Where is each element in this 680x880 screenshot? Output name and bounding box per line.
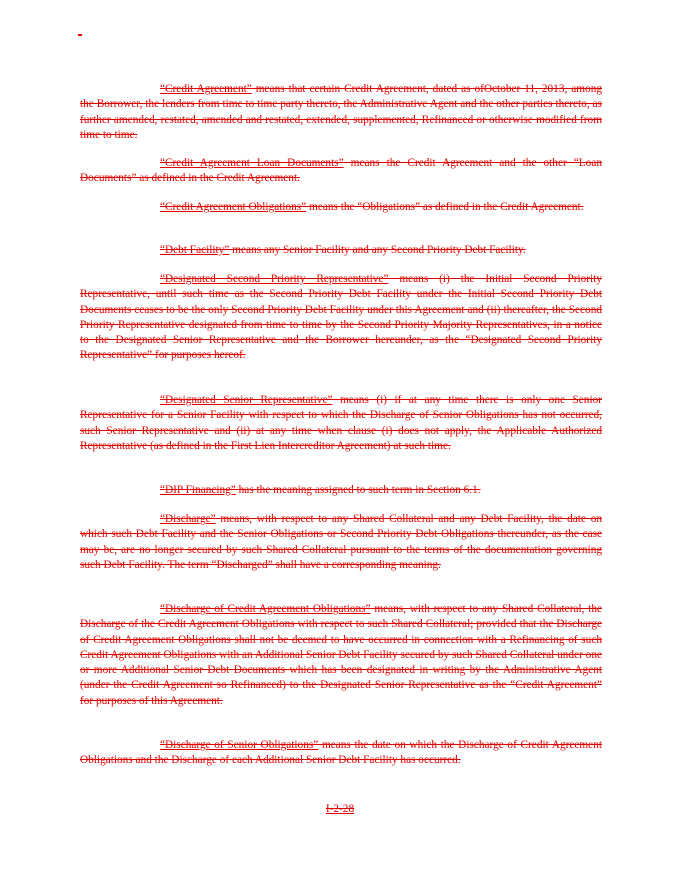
definition-body: means the Credit Agreement and the other “Loan Documents” as defined in the Credit Agreement.	[80, 157, 602, 185]
defined-term: “Designated Second Priority Representative”	[160, 273, 389, 285]
definition-debt-facility	[80, 243, 602, 258]
definition-designated-second-priority-representative	[80, 272, 602, 364]
defined-term: “Designated Senior Representative”	[160, 394, 333, 406]
page-number: I-2-28	[325, 803, 355, 815]
defined-term: “Discharge of Senior Obligations”	[160, 739, 319, 751]
definition-dip-financing	[80, 483, 602, 498]
definition-credit-agreement-obligations	[80, 200, 602, 215]
defined-term: “Credit Agreement”	[160, 83, 252, 95]
definition-body: has the meaning assigned to such term in Section 6.1.	[235, 484, 481, 496]
defined-term: “Credit Agreement Loan Documents”	[160, 157, 344, 169]
defined-term: “Credit Agreement Obligations”	[160, 201, 307, 213]
definition-body: means the “Obligations” as defined in the Credit Agreement.	[306, 201, 584, 213]
defined-term: “DIP Financing”	[160, 484, 236, 496]
definition-discharge	[80, 512, 602, 573]
definition-discharge-of-senior-obligations	[80, 738, 602, 769]
defined-term: “Debt Facility”	[160, 244, 230, 256]
deletion-marker	[78, 34, 82, 36]
definition-body: means (i) the Initial Second Priority Representative, until such time as the Second Priority Debt Facility under the Initial Second Priority Debt Documents ceases to be the only Second Priority Debt Facility under this Agreement and (ii) thereafter, the Second Priority Representative designated from time to time by the Second Priority Majority Representatives, in a notice to the Designated Senior Representative and the Borrower hereunder, as the “Designated Second Priority Representative” for purposes hereof.	[80, 273, 602, 362]
definition-credit-agreement-loan-documents	[80, 156, 602, 187]
definition-body: means the date on which the Discharge of Credit Agreement Obligations and the Discharge of each Additional Senior Debt Facility has occurred.	[80, 739, 602, 767]
definition-body: means that certain Credit Agreement, dated as ofOctober 11, 2013, among the Borrower, the lenders from time to time party thereto, the Administrative Agent and the other parties thereto, as further amended, restated, amended and restated, extended, supplemented, Refinanced or otherwise modified from time to time.	[80, 83, 602, 141]
definition-body: means, with respect to any Shared Collateral and any Debt Facility, the date on which such Debt Facility and the Senior Obligations or Second Priority Debt Obligations thereunder, as the case may be, are no longer secured by such Shared Collateral pursuant to the terms of the documentation governing such Debt Facility. The term “Discharged” shall have a corresponding meaning.	[80, 513, 602, 571]
definition-discharge-of-credit-agreement-obligations	[80, 602, 602, 709]
definition-body: means (i) if at any time there is only one Senior Representative for a Senior Facility with respect to which the Discharge of Senior Obligations has not occurred, such Senior Representative and (ii) at any time when clause (i) does not apply, the Applicable Authorized Representative (as defined in the First Lien Intercreditor Agreement) at such time.	[80, 394, 602, 452]
definition-body: means any Senior Facility and any Second Priority Debt Facility.	[229, 244, 526, 256]
definition-body: means, with respect to any Shared Collateral, the Discharge of the Credit Agreement Obligations with respect to such Shared Collateral; provided that the Discharge of Credit Agreement Obligations shall not be deemed to have occurred in connection with a Refinancing of such Credit Agreement Obligations with an Additional Senior Debt Facility secured by such Shared Collateral under one or more Additional Senior Debt Documents which has been designated in writing by the Administrative Agent (under the Credit Agreement so Refinanced) to the Designated Senior Representative as the “Credit Agreement” for purposes of this Agreement.	[80, 603, 602, 707]
defined-term: “Discharge of Credit Agreement Obligations”	[160, 603, 371, 615]
defined-term: “Discharge”	[160, 513, 216, 525]
definition-credit-agreement	[80, 82, 602, 143]
definition-designated-senior-representative	[80, 393, 602, 454]
